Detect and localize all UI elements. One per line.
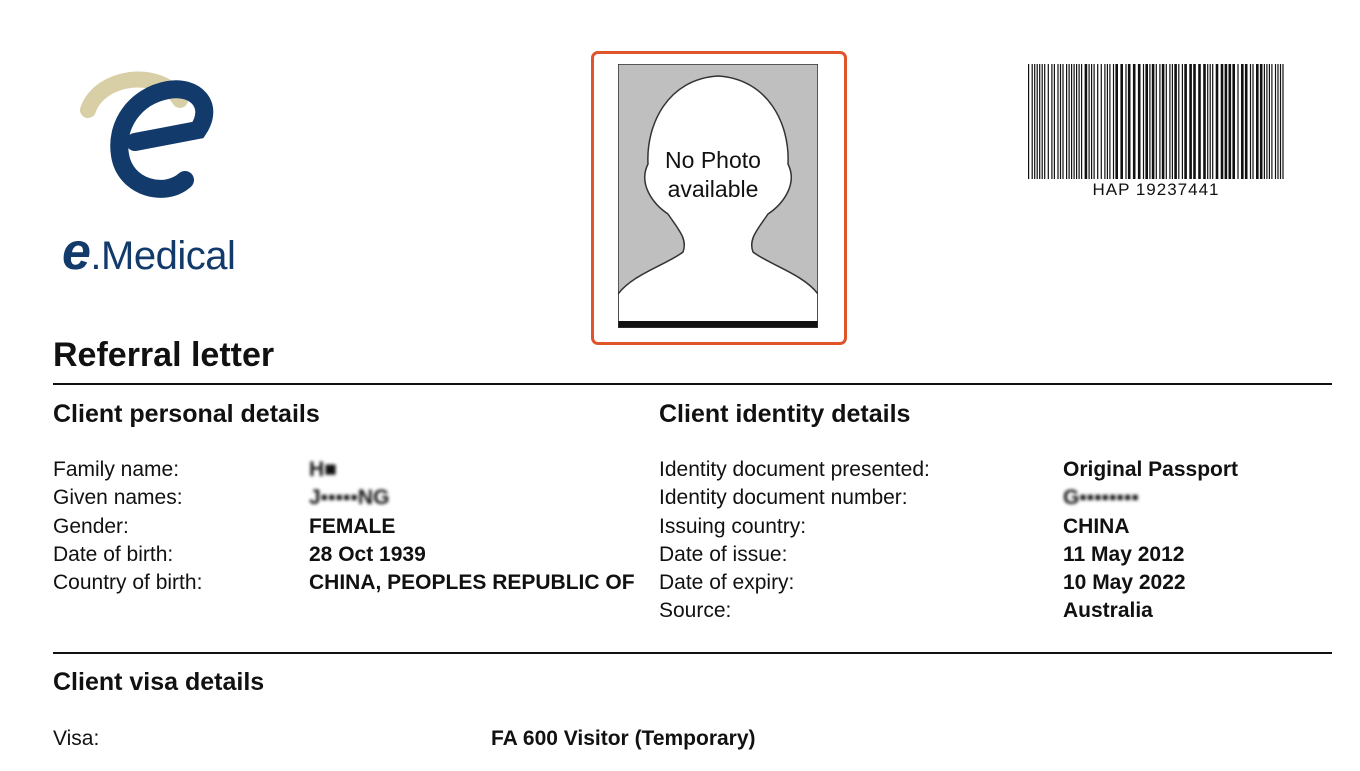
barcode-bar <box>1232 64 1235 179</box>
field-value: CHINA, PEOPLES REPUBLIC OF <box>309 571 635 594</box>
field-value: G▪▪▪▪▪▪▪▪ <box>1063 486 1139 509</box>
field-label: Date of birth: <box>53 543 174 566</box>
barcode-bar <box>1221 64 1224 179</box>
field-value: CHINA <box>1063 515 1130 538</box>
barcode-bar <box>1115 64 1118 179</box>
barcode-bar <box>1037 64 1038 179</box>
barcode-bar <box>1178 64 1179 179</box>
personal-details-heading: Client personal details <box>53 400 320 428</box>
barcode-bar <box>1042 64 1043 179</box>
no-photo-caption <box>618 146 808 204</box>
field-value: Original Passport <box>1063 458 1239 481</box>
barcode-bar <box>1079 64 1080 179</box>
field-value: 10 May 2022 <box>1063 571 1186 594</box>
barcode-bar <box>1229 64 1232 179</box>
no-photo-line2: available <box>667 176 759 202</box>
barcode-bar <box>1189 64 1192 179</box>
barcode-bar <box>1250 64 1251 179</box>
barcode-bar <box>1271 64 1272 179</box>
emedical-logo-text <box>62 222 235 282</box>
field-value: 11 May 2012 <box>1063 543 1185 566</box>
barcode-bar <box>1032 64 1033 179</box>
field-label: Identity document number: <box>659 486 908 509</box>
barcode-bar <box>1069 64 1070 179</box>
barcode-bar <box>1156 64 1157 179</box>
barcode-bar <box>1159 64 1160 179</box>
barcode-bar <box>1174 64 1177 179</box>
field-label: Country of birth: <box>53 571 203 594</box>
barcode-bar <box>1256 64 1259 179</box>
identity-details-heading: Client identity details <box>659 400 911 428</box>
barcode-bar <box>1216 64 1219 179</box>
field-label: Date of expiry: <box>659 571 795 594</box>
barcode-bar <box>1282 64 1283 179</box>
barcode-bar <box>1264 64 1265 179</box>
barcode-bar <box>1193 64 1196 179</box>
barcode-bar <box>1101 64 1102 179</box>
barcode-bar <box>1145 64 1148 179</box>
barcode-bar <box>1143 64 1144 179</box>
logo-e: e <box>62 223 91 281</box>
barcode-bar <box>1044 64 1045 179</box>
field-value: H■ <box>309 458 337 481</box>
barcode-bar <box>1094 64 1095 179</box>
barcode-bar <box>1237 64 1238 179</box>
field-value: J▪▪▪▪▪NG <box>309 486 390 509</box>
barcode-bar <box>1241 64 1244 179</box>
barcode-bar <box>1048 64 1049 179</box>
field-label: Gender: <box>53 515 129 538</box>
barcode-bar <box>1054 64 1055 179</box>
barcode-bar <box>1252 64 1253 179</box>
barcode-bar <box>1113 64 1114 179</box>
barcode-bar <box>1128 64 1131 179</box>
barcode-bar <box>1060 64 1061 179</box>
barcode-bar <box>1269 64 1270 179</box>
barcode-bar <box>1207 64 1208 179</box>
page-title: Referral letter <box>53 336 275 374</box>
field-value: FA 600 Visitor (Temporary) <box>491 727 756 750</box>
barcode-bar <box>1149 64 1150 179</box>
barcode-bar <box>1066 64 1067 179</box>
barcode-number: HAP 19237441 <box>1092 180 1220 199</box>
barcode-bar <box>1138 64 1141 179</box>
field-label: Visa: <box>53 727 100 750</box>
barcode-bar <box>1125 64 1126 179</box>
barcode-bar <box>1034 64 1035 179</box>
no-photo-line1: No Photo <box>665 147 761 173</box>
field-value: 28 Oct 1939 <box>309 543 426 566</box>
barcode-bar <box>1225 64 1228 179</box>
barcode-bar <box>1169 64 1170 179</box>
barcode-bar <box>1184 64 1187 179</box>
emedical-logo-mark <box>80 70 220 205</box>
barcode-bar <box>1028 64 1029 179</box>
barcode-bar <box>1203 64 1206 179</box>
barcode-bar <box>1260 64 1263 179</box>
visa-details-heading: Client visa details <box>53 668 265 696</box>
barcode-bar <box>1039 64 1040 179</box>
section-divider <box>53 652 1332 654</box>
barcode-bar <box>1051 64 1052 179</box>
barcode-bar <box>1275 64 1276 179</box>
barcode-bar <box>1152 64 1155 179</box>
barcode-bar <box>1245 64 1248 179</box>
barcode-bar <box>1198 64 1201 179</box>
barcode-bar <box>1120 64 1123 179</box>
barcode-bar <box>1212 64 1213 179</box>
title-divider <box>53 383 1332 385</box>
barcode-bar <box>1182 64 1183 179</box>
barcode-bar <box>1091 64 1092 179</box>
barcode-bar <box>1062 64 1063 179</box>
barcode-bar <box>1266 64 1267 179</box>
barcode-bar <box>1104 64 1105 179</box>
barcode-bar <box>1133 64 1136 179</box>
barcode-bar <box>1076 64 1077 179</box>
field-label: Identity document presented: <box>659 458 930 481</box>
barcode-bar <box>1210 64 1211 179</box>
barcode-bar <box>1166 64 1167 179</box>
barcode-bar <box>1107 64 1108 179</box>
field-label: Source: <box>659 599 732 622</box>
field-label: Date of issue: <box>659 543 788 566</box>
barcode-bar <box>1172 64 1173 179</box>
barcode-bar <box>1089 64 1090 179</box>
field-label: Given names: <box>53 486 183 509</box>
field-value: Australia <box>1063 599 1153 622</box>
barcode-bar <box>1085 64 1088 179</box>
field-value: FEMALE <box>309 515 396 538</box>
barcode-bar <box>1162 64 1165 179</box>
logo-medical: .Medical <box>90 234 236 278</box>
field-label: Issuing country: <box>659 515 807 538</box>
barcode-bar <box>1277 64 1278 179</box>
barcode-bar <box>1097 64 1098 179</box>
barcode-icon <box>1026 64 1286 179</box>
barcode-bar <box>1074 64 1075 179</box>
field-label: Family name: <box>53 458 180 481</box>
barcode-bar <box>1109 64 1110 179</box>
barcode-bar <box>1280 64 1281 179</box>
barcode-bar <box>1071 64 1072 179</box>
barcode-bar <box>1081 64 1082 179</box>
barcode-bar <box>1057 64 1058 179</box>
